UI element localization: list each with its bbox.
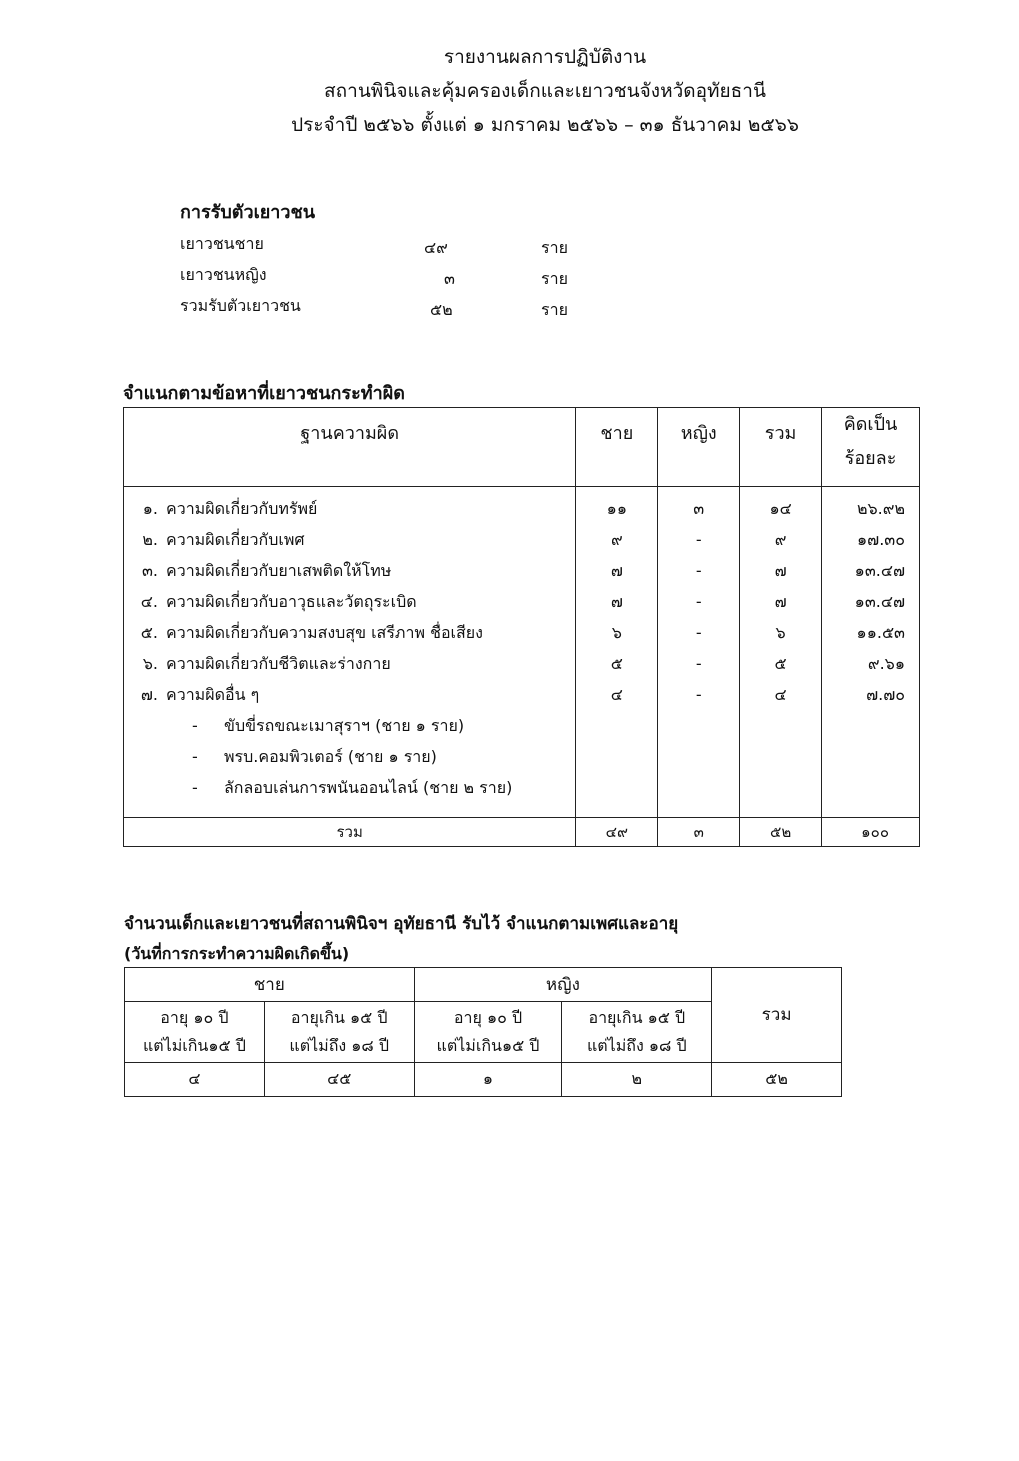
cell-male: ๔: [610, 685, 623, 704]
age-range-line2: แต่ไม่เกิน๑๕ ปี: [436, 1035, 540, 1055]
cell-percent: ๗.๗๐: [866, 685, 905, 704]
cell-total: ๗: [774, 592, 787, 611]
item-label: ความผิดเกี่ยวกับอาวุธและวัตถุระเบิด: [166, 592, 417, 611]
cell-female: -: [695, 530, 702, 549]
age-range: [264, 1002, 414, 1063]
cell-female: -: [695, 654, 702, 673]
age-range-line1: อายุ ๑๐ ปี: [453, 1007, 523, 1027]
total-values: [740, 487, 822, 818]
intake-heading: การรับตัวเยาวชน: [180, 202, 315, 223]
total-male: ๔๙: [576, 818, 658, 847]
list-item: [126, 679, 575, 710]
cell-total: ๕: [774, 654, 787, 673]
col-female: หญิง: [658, 408, 740, 487]
intake-label-female: เยาวชนหญิง: [180, 265, 267, 284]
cell-percent: ๑๑.๕๓: [856, 623, 905, 642]
col-male: ชาย: [576, 408, 658, 487]
cell-total: ๗: [774, 561, 787, 580]
sub-item-text: ขับขี่รถขณะเมาสุราฯ (ชาย ๑ ราย): [224, 716, 465, 735]
offense-labels: [124, 487, 576, 818]
total-label: รวม: [124, 818, 576, 847]
intake-unit-female: ราย: [541, 269, 568, 288]
col-percent: [822, 408, 920, 487]
age-value: ๒: [562, 1062, 712, 1096]
cell-female: -: [695, 685, 702, 704]
cell-male: ๗: [610, 561, 623, 580]
item-label: ความผิดเกี่ยวกับทรัพย์: [166, 499, 318, 518]
sub-item-text: ลักลอบเล่นการพนันออนไลน์ (ชาย ๒ ราย): [224, 778, 513, 797]
intake-value-female: ๓: [444, 269, 455, 288]
intake-value-total: ๕๒: [430, 300, 453, 319]
cell-female: -: [695, 592, 702, 611]
sub-item-text: พรบ.คอมพิวเตอร์ (ชาย ๑ ราย): [224, 747, 437, 766]
list-item: [126, 586, 575, 617]
list-item: [126, 493, 575, 524]
cell-percent: ๑๓.๔๗: [854, 561, 905, 580]
list-item: [126, 555, 575, 586]
offense-table: [123, 407, 920, 847]
item-number: ๔.: [140, 592, 158, 611]
item-number: ๖.: [142, 654, 158, 673]
col-percent-line1: คิดเป็น: [843, 414, 898, 435]
intake-unit-male: ราย: [541, 238, 568, 257]
age-range-line2: แต่ไม่ถึง ๑๘ ปี: [586, 1035, 687, 1055]
cell-percent: ๑๓.๔๗: [854, 592, 905, 611]
item-label: ความผิดเกี่ยวกับเพศ: [166, 530, 305, 549]
col-offense: ฐานความผิด: [124, 408, 576, 487]
intake-label-total: รวมรับตัวเยาวชน: [180, 296, 301, 315]
offense-body-row: [124, 487, 920, 818]
age-table: [124, 967, 842, 1097]
sub-item-dash: -: [192, 747, 198, 766]
cell-female: ๓: [693, 499, 705, 518]
cell-total: ๔: [774, 685, 787, 704]
age-range-line1: อายุ ๑๐ ปี: [160, 1007, 229, 1027]
male-values: [576, 487, 658, 818]
cell-male: ๙: [610, 530, 623, 549]
item-number: ๓.: [141, 561, 158, 580]
cell-male: ๑๑: [606, 499, 627, 518]
cell-total: ๖: [775, 623, 786, 642]
total-female: ๓: [658, 818, 740, 847]
age-range-line1: อายุเกิน ๑๕ ปี: [588, 1007, 686, 1027]
age-value: ๔: [125, 1062, 265, 1096]
age-total-value: ๕๒: [712, 1062, 842, 1096]
item-label: ความผิดอื่น ๆ: [166, 685, 260, 704]
age-values-row: [125, 1062, 842, 1096]
col-percent-line2: ร้อยละ: [844, 448, 897, 469]
item-label: ความผิดเกี่ยวกับยาเสพติดให้โทษ: [166, 561, 392, 580]
age-range-line2: แต่ไม่ถึง ๑๘ ปี: [289, 1035, 390, 1055]
intake-unit-total: ราย: [541, 300, 568, 319]
col-total: รวม: [740, 408, 822, 487]
cell-total: ๑๔: [769, 499, 792, 518]
age-range: [562, 1002, 712, 1063]
age-range-line1: อายุเกิน ๑๕ ปี: [290, 1007, 388, 1027]
age-group-row: [125, 968, 842, 1002]
male-group: ชาย: [125, 968, 415, 1002]
age-value: ๑: [414, 1062, 562, 1096]
sub-item: [126, 710, 575, 741]
list-item: [126, 617, 575, 648]
age-range: [414, 1002, 562, 1063]
report-subtitle: สถานพินิจและคุ้มครองเด็กและเยาวชนจังหวัดอุทัยธานี: [324, 80, 766, 102]
item-number: ๑.: [142, 499, 158, 518]
age-range-line2: แต่ไม่เกิน๑๕ ปี: [142, 1035, 246, 1055]
list-item: [126, 524, 575, 555]
cell-percent: ๑๗.๓๐: [857, 530, 905, 549]
report-title: รายงานผลการปฏิบัติงาน: [443, 46, 647, 68]
cell-female: -: [695, 623, 702, 642]
percent-values: [822, 487, 920, 818]
intake-value-male: ๔๙: [424, 238, 448, 257]
item-number: ๗.: [140, 685, 158, 704]
item-number: ๕.: [140, 623, 158, 642]
age-range: [125, 1002, 265, 1063]
total-total: ๕๒: [740, 818, 822, 847]
cell-male: ๕: [610, 654, 623, 673]
cell-percent: ๙.๖๑: [867, 654, 905, 673]
cell-percent: ๒๖.๙๒: [856, 499, 905, 518]
female-values: [658, 487, 740, 818]
age-value: ๔๕: [264, 1062, 414, 1096]
item-label: ความผิดเกี่ยวกับความสงบสุข เสรีภาพ ชื่อเสียง: [166, 623, 483, 642]
report-period: ประจำปี ๒๕๖๖ ตั้งแต่ ๑ มกราคม ๒๕๖๖ – ๓๑ ธันวาคม ๒๕๖๖: [291, 114, 799, 136]
sub-item-dash: -: [192, 778, 198, 797]
offense-total-row: [124, 818, 920, 847]
offense-header-row: [124, 408, 920, 487]
cell-female: -: [695, 561, 702, 580]
age-subheading: (วันที่การกระทำความผิดเกิดขึ้น): [124, 944, 350, 963]
age-heading: จำนวนเด็กและเยาวชนที่สถานพินิจฯ อุทัยธานี รับไว้ จำแนกตามเพศและอายุ: [124, 914, 679, 934]
item-label: ความผิดเกี่ยวกับชีวิตและร่างกาย: [166, 654, 391, 673]
total-percent: ๑๐๐: [822, 818, 920, 847]
intake-label-male: เยาวชนชาย: [180, 234, 264, 253]
sub-item: [126, 772, 575, 803]
item-number: ๒.: [142, 530, 158, 549]
female-group: หญิง: [414, 968, 712, 1002]
age-total-label: รวม: [712, 968, 842, 1063]
cell-male: ๗: [610, 592, 623, 611]
sub-item-dash: -: [192, 716, 198, 735]
offense-heading: จำแนกตามข้อหาที่เยาวชนกระทำผิด: [123, 383, 405, 404]
list-item: [126, 648, 575, 679]
cell-total: ๙: [774, 530, 787, 549]
sub-item: [126, 741, 575, 772]
cell-male: ๖: [611, 623, 622, 642]
